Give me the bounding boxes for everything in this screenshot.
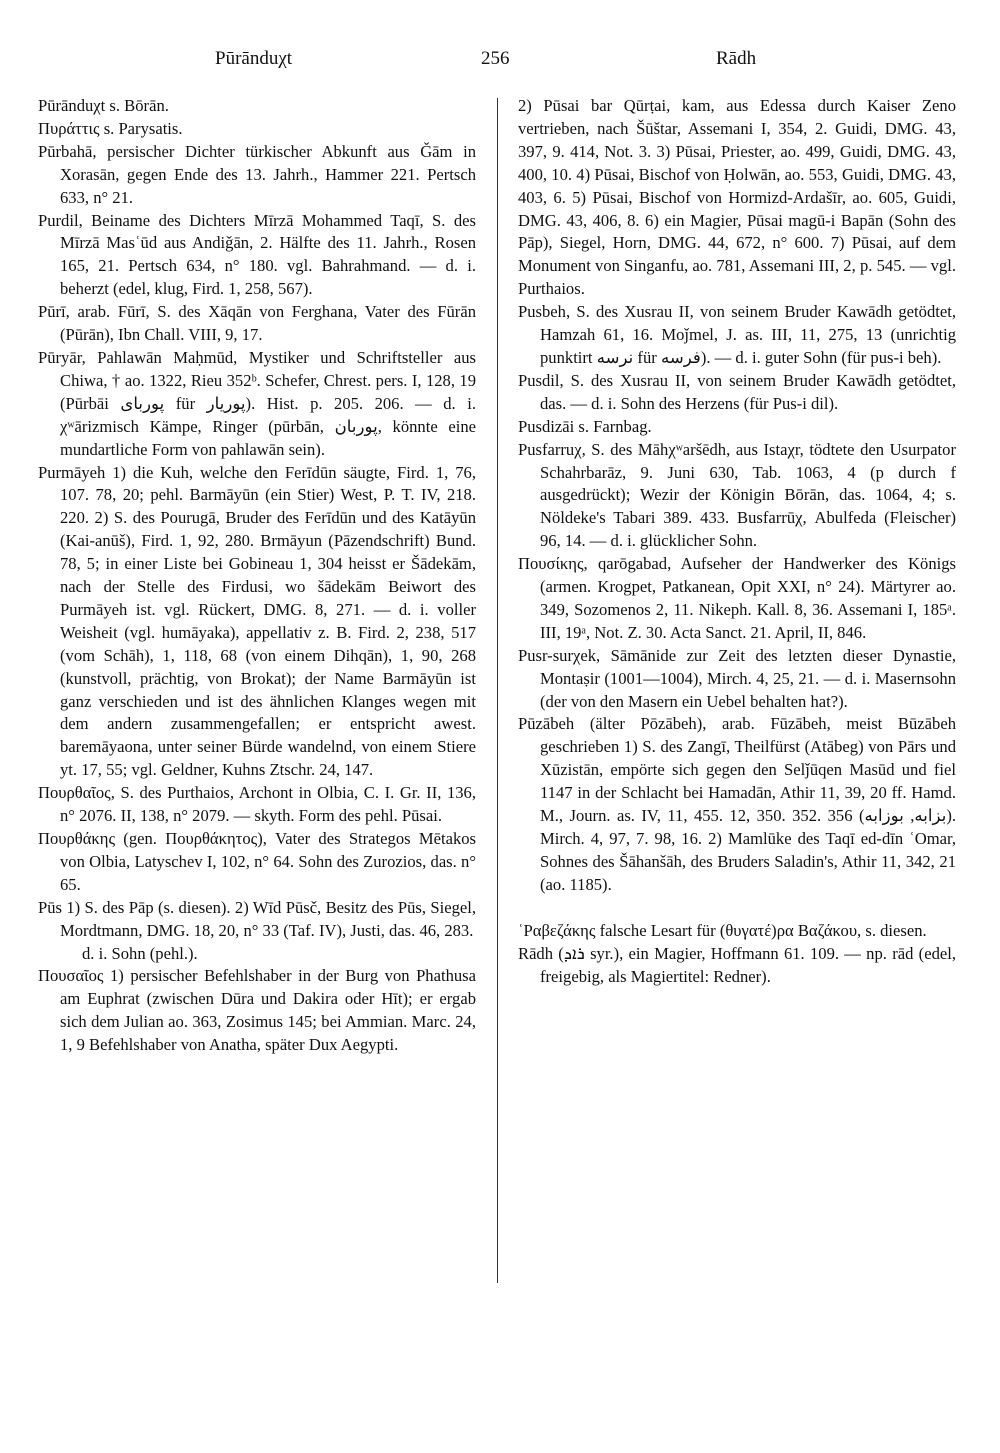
dictionary-entry: Pusbeh, S. des Xusrau II, von seinem Bruder Kawādh getödtet, Hamzah 61, 16. Moǰmel, J. as. III, 11, 275, 13 (unrichtig punktirt نرسه für فرسه). — d. i. guter Sohn (für pus-i beh). <box>518 302 956 367</box>
column-divider <box>497 98 498 1283</box>
dictionary-entry: Pūrī, arab. Fūrī, S. des Xāqān von Ferghana, Vater des Fūrān (Pūrān), Ibn Chall. VIII, 9, 17. <box>38 302 476 345</box>
dictionary-entry: Rādh (ܪܐܕ syr.), ein Magier, Hoffmann 61. 109. — np. rād (edel, freigebig, als Magiertitel: Redner). <box>518 943 956 986</box>
dictionary-entry: Πουρθαῖος, S. des Purthaios, Archont in Olbia, C. I. Gr. II, 136, n° 2076. II, 138, n° 2079. — skyth. Form des pehl. Pūsai. <box>38 783 476 826</box>
entry-continuation: d. i. Sohn (pehl.). <box>82 943 198 963</box>
dictionary-entry: Purdil, Beiname des Dichters Mīrzā Mohammed Taqī, S. des Mīrzā Masʿūd aus Andiǧān, 2. Hälfte des 11. Jahrh., Rosen 165, 21. Pertsch 634, n° 180. vgl. Bahrahmand. — d. i. beherzt (edel, klug, Fird. 1, 258, 567). <box>38 210 476 299</box>
dictionary-entry: Purmāyeh 1) die Kuh, welche den Ferīdūn säugte, Fird. 1, 76, 107. 78, 20; pehl. Barmāyūn (ein Stier) West, P. T. IV, 218. 220. 2) S. des Pourugā, Bruder des Ferīdūn und des Katāyūn (Kai-anūš), Fird. 1, 92, 280. Brmāyun (Pāzendschrift) Bund. 78, 5; in einer Liste bei Gobineau 1, 304 heisst er Šādekām, nach der Stelle des Firdusi, wo šādekām Beiwort des Purmāyeh ist. vgl. Rückert, DMG. 8, 271. — d. i. voller Weisheit (vgl. humāyaka), appellativ z. B. Fird. 2, 238, 517 (vom Schāh), 1, 118, 68 (von einem Dihqān), 1, 90, 268 (kunstvoll, prächtig, von Brokat); der Name Barmāyūn ist ganz verschieden und ist des ähnlichen Klanges wegen mit dem andern zusammengefallen; er entspricht awest. baremāyaona, unter seiner Bürde wandelnd, von einem Stiere yt. 17, 55; vgl. Geldner, Kuhns Ztschr. 24, 147. <box>38 462 476 780</box>
dictionary-entry: Pūzābeh (älter Pōzābeh), arab. Fūzābeh, meist Būzābeh geschrieben 1) S. des Zangī, Theilfürst (Atābeg) von Pārs und Xūzistān, empörte sich gegen den Selǰūqen Masūd und fiel 1147 in der Schlacht bei Hamadān, Athir 11, 39, 20 ff. Hamd. M., Journ. as. IV, 11, 455. 12, 350. 352. 356 (بزابه, بوزابه). Mirch. 4, 97, 7. 98, 16. 2) Mamlūke des Taqī ed-dīn ʿOmar, Sohnes des Šāhanšāh, des Bruders Saladin's, Athir 11, 342, 21 (ao. 1185). <box>518 714 956 894</box>
dictionary-entry: Πουσαῖος 1) persischer Befehlshaber in der Burg von Phathusa am Euphrat (zwischen Dūra und Dakira oder Hīt); er ergab sich dem Julian ao. 363, Zosimus 145; bei Ammian. Marc. 24, 1, 9 Befehlshaber von Anatha, später Dux Aegypti. <box>38 966 476 1055</box>
page-number: 256 <box>481 48 510 69</box>
dictionary-entry: Pusfarruχ, S. des Māhχʷaršēdh, aus Istaχr, tödtete den Usurpator Schahrbarāz, 9. Juni 630, Tab. 1063, 4 (p durch f ausgedrückt); Wezir der Königin Bōrān, das. 1064, 4; s. Nöldeke's Tabari 389. 433. Busfarrūχ, Abulfeda (Fleischer) 96, 14. — d. i. glücklicher Sohn. <box>518 439 956 551</box>
page-header <box>0 48 1000 78</box>
dictionary-entry: Πυράττις s. Parysatis. <box>38 118 183 138</box>
dictionary-entry: Pusdil, S. des Xusrau II, von seinem Bruder Kawādh getödtet, das. — d. i. Sohn des Herzens (für Pus-i dil). <box>518 370 956 413</box>
section-gap <box>518 897 956 920</box>
dictionary-entry: Πουρθάκης (gen. Πουρθάκητος), Vater des Strategos Mētakos von Olbia, Latyschev I, 102, n° 64. Sohn des Zurozios, das. n° 65. <box>38 829 476 894</box>
left-column <box>38 95 476 1057</box>
dictionary-entry: Pūrānduχt s. Bōrān. <box>38 96 169 115</box>
dictionary-entry: Pūs 1) S. des Pāp (s. diesen). 2) Wīd Pūsč, Besitz des Pūs, Siegel, Mordtmann, DMG. 18, 20, n° 33 (Taf. IV), Justi, das. 46, 283. <box>38 897 476 940</box>
entry-continuation: 2) Pūsai bar Qūrṭai, kam, aus Edessa durch Kaiser Zeno vertrieben, nach Šūštar, Assemani I, 354, 2. Guidi, DMG. 43, 397, 9. 414, Not. 3. 3) Pūsai, Priester, ao. 499, Guidi, DMG. 43, 400, 10. 4) Pūsai, Bischof von Ḥolwān, ao. 553, Guidi, DMG. 43, 403, 6. 5) Pūsai, Bischof von Hormizd-Ardašīr, ao. 605, Guidi, DMG. 43, 406, 8. 6) ein Magier, Pūsai magū-i Bapān (Sohn des Pāp), Siegel, Horn, DMG. 44, 672, n° 600. 7) Pūsai, auf dem Monument von Singanfu, ao. 781, Assemani III, 2, p. 545. — vgl. Purthaios. <box>518 96 956 299</box>
running-head-right: Rādh <box>716 48 757 69</box>
dictionary-entry: Pūrbahā, persischer Dichter türkischer Abkunft aus Ǧām in Xorasān, gegen Ende des 13. Jahrh., Hammer 221. Pertsch 633, n° 21. <box>38 141 476 207</box>
dictionary-entry: Pusdizāi s. Farnbag. <box>518 416 652 436</box>
dictionary-entry: ʿΡαβεζάκης falsche Lesart für (θυγατέ)ρα Βαζάκου, s. diesen. <box>518 920 927 940</box>
dictionary-entry: Pusr-surχek, Sāmānide zur Zeit des letzten dieser Dynastie, Montaṣir (1001—1004), Mirch. 4, 25, 21. — d. i. Masernsohn (der von den Masern ein Uebel behalten hat?). <box>518 645 956 711</box>
running-head-left: Pūrānduχt <box>215 48 293 69</box>
right-column <box>518 95 956 988</box>
dictionary-entry: Pūryār, Pahlawān Maḥmūd, Mystiker und Schriftsteller aus Chiwa, † ao. 1322, Rieu 352ᵇ. Schefer, Chrest. pers. I, 128, 19 (Pūrbāi پوربای für پوریار). Hist. p. 205. 206. — d. i. χʷārizmisch Kämpe, Ringer (pūrbān, پوربان, könnte eine mundartliche Form von pahlawān sein). <box>38 347 476 459</box>
dictionary-entry: Πουσίκης, qarōgabad, Aufseher der Handwerker des Königs (armen. Krogpet, Patkanean, Opit XXI, n° 24). Märtyrer ao. 349, Sozomenos 2, 11. Nikeph. Kall. 8, 36. Assemani I, 185ᵃ. III, 19ᵃ, Not. Z. 30. Acta Sanct. 21. April, II, 846. <box>518 554 956 642</box>
